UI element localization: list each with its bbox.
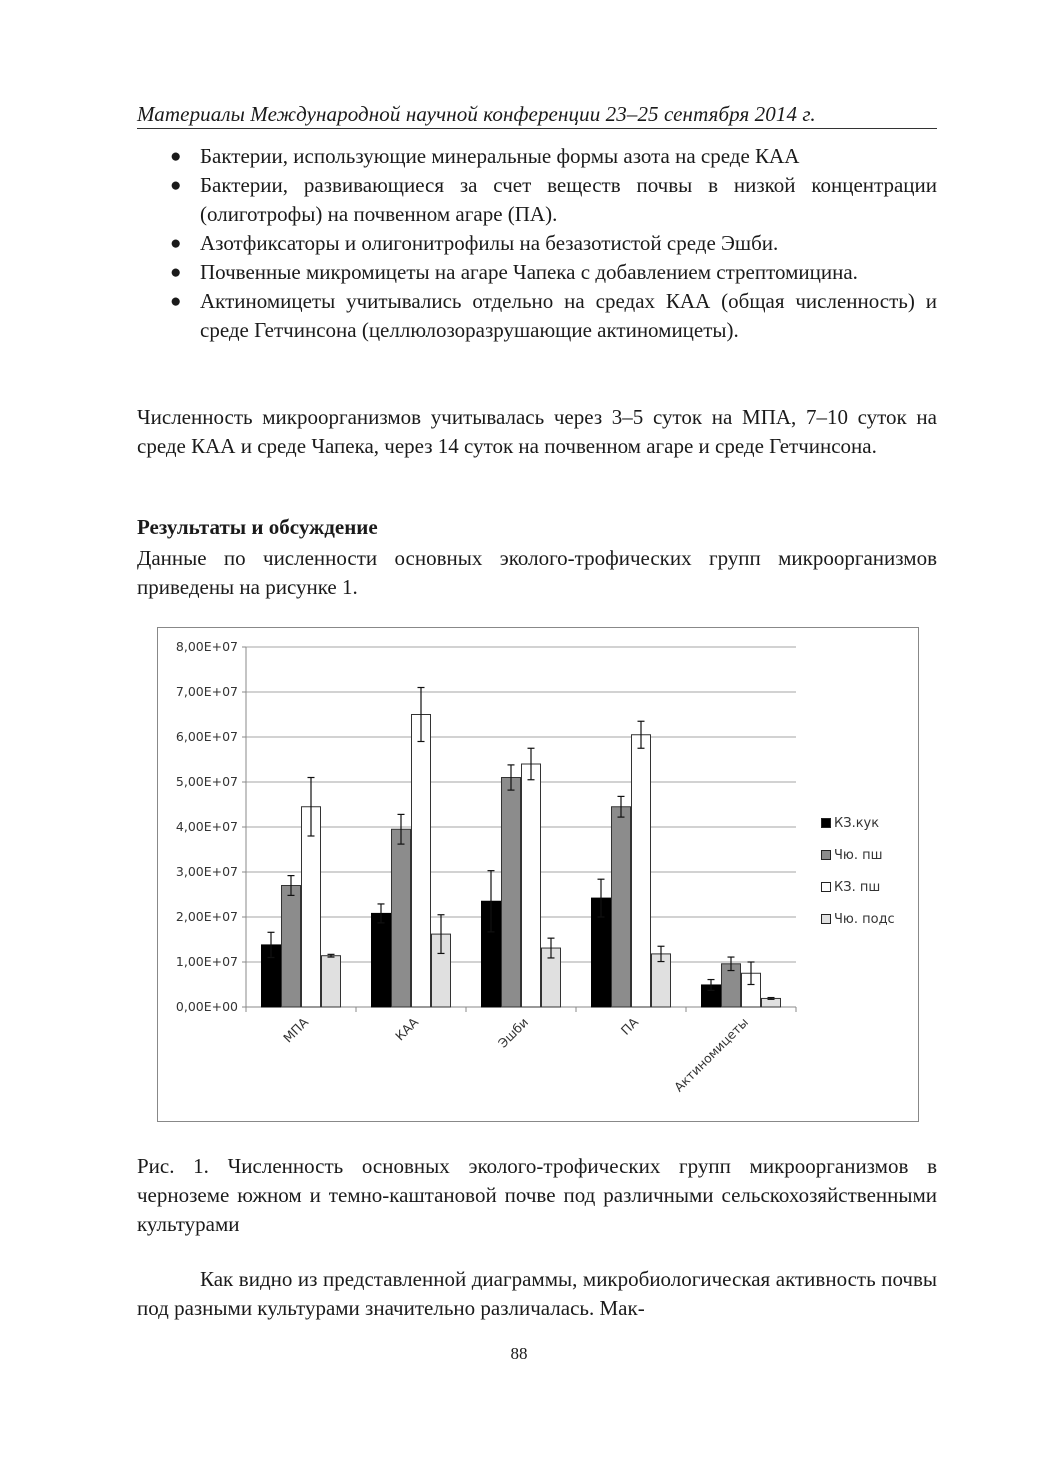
bar (412, 715, 431, 1008)
bullet-icon: ● (170, 146, 182, 167)
paragraph-results: Данные по численности основных эколого-трофических групп микроорганизмов приведены на рисунке 1. (137, 546, 937, 599)
bar (282, 886, 301, 1008)
bullet-icon: ● (170, 233, 182, 254)
y-tick-label: 7,00E+07 (175, 684, 238, 699)
legend-label: КЗ.кук (834, 816, 880, 831)
running-header: Материалы Международной научной конференции 23–25 сентября 2014 г. (137, 102, 937, 129)
y-tick-label: 2,00E+07 (175, 909, 238, 924)
legend-item (821, 849, 895, 881)
y-tick-label: 1,00E+07 (175, 954, 238, 969)
bullet-icon: ● (170, 262, 182, 283)
legend-label: КЗ. пш (834, 880, 881, 895)
bullet-icon: ● (170, 175, 182, 196)
bar (632, 735, 651, 1007)
list-item-text: Азотфиксаторы и олигонитрофилы на безазотистой среде Эшби. (200, 231, 779, 255)
paragraph-methods: Численность микроорганизмов учитывалась через 3–5 суток на МПА, 7–10 суток на среде КАА и среде Чапека, через 14 суток на почвенном агаре и среде Гетчинсона. (137, 405, 937, 458)
list-item (137, 287, 937, 345)
x-tick-label: МПА (280, 1014, 312, 1046)
legend-swatch (821, 818, 831, 828)
y-tick-label: 6,00E+07 (175, 729, 238, 744)
legend-swatch (821, 882, 831, 892)
bar (522, 764, 541, 1007)
list-item (137, 142, 937, 171)
y-tick-label: 0,00E+00 (175, 999, 238, 1014)
y-tick-label: 5,00E+07 (175, 774, 238, 789)
x-tick-label: Актиномицеты (671, 1014, 752, 1095)
page-number: 88 (510, 1344, 528, 1363)
paragraph-discussion: Как видно из представленной диаграммы, микробиологическая активность почвы под разными культурами значительно различалась. Мак- (137, 1267, 937, 1320)
legend-swatch (821, 914, 831, 924)
bar (372, 913, 391, 1007)
list-item-text: Почвенные микромицеты на агаре Чапека с добавлением стрептомицина. (200, 260, 858, 284)
list-item-text: Бактерии, использующие минеральные формы азота на среде КАА (200, 144, 800, 168)
legend-item (821, 913, 895, 945)
chart-legend (821, 817, 895, 945)
figure-caption: Рис. 1. Численность основных эколого-трофических групп микроорганизмов в черноземе южном и темно-каштановой почве под различными сельскохозяйственными культурами (137, 1154, 937, 1236)
bar (302, 807, 321, 1007)
list-item (137, 229, 937, 258)
legend-label: Чю. пш (834, 848, 883, 863)
x-tick-label: КАА (392, 1014, 422, 1044)
bullet-icon: ● (170, 291, 182, 312)
bar-chart (158, 628, 920, 1123)
list-item (137, 258, 937, 287)
y-tick-label: 3,00E+07 (175, 864, 238, 879)
bar (322, 956, 341, 1007)
x-tick-label: Эшби (495, 1014, 532, 1051)
bar (392, 829, 411, 1007)
bar (612, 807, 631, 1007)
section-title: Результаты и обсуждение (137, 515, 378, 539)
bar (502, 778, 521, 1008)
legend-label: Чю. подс (834, 912, 895, 927)
legend-swatch (821, 850, 831, 860)
legend-item (821, 817, 895, 849)
list-item (137, 171, 937, 229)
method-list (137, 142, 937, 345)
list-item-text: Актиномицеты учитывались отдельно на средах КАА (общая численность) и среде Гетчинсона (целлюлозоразрушающие актиномицеты). (200, 289, 937, 342)
legend-item (821, 881, 895, 913)
y-tick-label: 8,00E+07 (175, 639, 238, 654)
x-tick-label: ПА (617, 1014, 642, 1038)
figure-1-chart (157, 627, 919, 1122)
y-tick-label: 4,00E+07 (175, 819, 238, 834)
list-item-text: Бактерии, развивающиеся за счет веществ почвы в низкой концентрации (олиготрофы) на почвенном агаре (ПА). (200, 173, 937, 226)
